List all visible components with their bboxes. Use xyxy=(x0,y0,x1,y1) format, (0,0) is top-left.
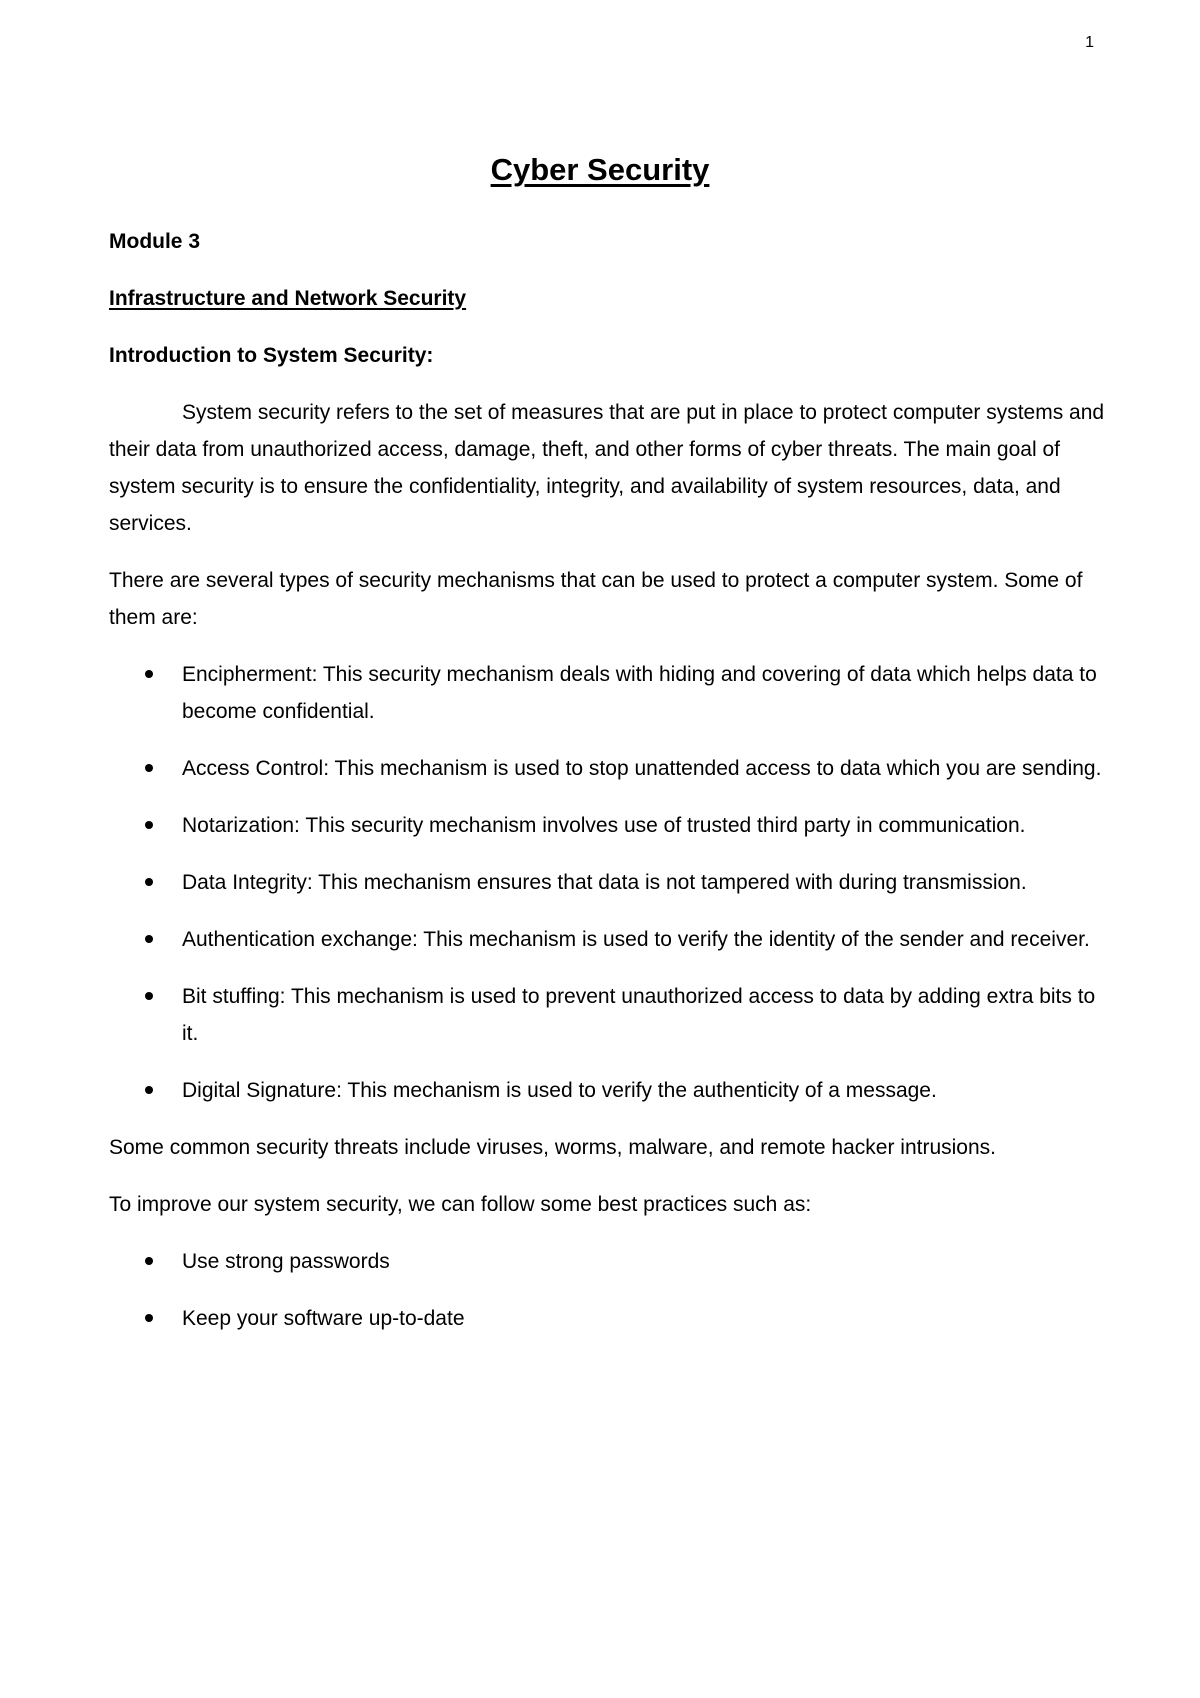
list-item xyxy=(145,921,1107,958)
list-item-text: Digital Signature: This mechanism is used to verify the authenticity of a message. xyxy=(182,1079,937,1102)
section-heading: Infrastructure and Network Security xyxy=(109,287,467,310)
list-item-text: Keep your software up-to-date xyxy=(182,1307,465,1330)
subsection-heading: Introduction to System Security: xyxy=(109,344,434,367)
bullet-icon xyxy=(145,935,153,943)
list-item xyxy=(145,978,1107,1052)
list-item-text: Use strong passwords xyxy=(182,1250,390,1273)
list-item-text: Data Integrity: This mechanism ensures that data is not tampered with during transmission. xyxy=(182,871,1027,894)
list-item xyxy=(145,1072,1107,1109)
list-item-text: Notarization: This security mechanism involves use of trusted third party in communication. xyxy=(182,814,1026,837)
list-item xyxy=(145,1300,1107,1337)
list-item-text: Bit stuffing: This mechanism is used to prevent unauthorized access to data by adding extra bits to it. xyxy=(182,985,1096,1045)
bullet-icon xyxy=(145,670,153,678)
page-number: 1 xyxy=(1085,34,1094,51)
list-item xyxy=(145,864,1107,901)
list-item xyxy=(145,656,1107,730)
intro-paragraph: System security refers to the set of measures that are put in place to protect computer systems and their data from unauthorized access, damage, theft, and other forms of cyber threats. The main goal of system security is to ensure the confidentiality, integrity, and availability of system resources, data, and services. xyxy=(109,401,1105,535)
mechanisms-list xyxy=(109,656,1107,1109)
list-item xyxy=(145,1243,1107,1280)
bullet-icon xyxy=(145,764,153,772)
bullet-icon xyxy=(145,992,153,1000)
bullet-icon xyxy=(145,1086,153,1094)
bullet-icon xyxy=(145,821,153,829)
bullet-icon xyxy=(145,878,153,886)
list-item-text: Access Control: This mechanism is used to stop unattended access to data which you are sending. xyxy=(182,757,1102,780)
list-item-text: Encipherment: This security mechanism deals with hiding and covering of data which helps data to become confidential. xyxy=(182,663,1097,723)
document-title: Cyber Security xyxy=(490,152,710,187)
list-item xyxy=(145,750,1107,787)
practices-list xyxy=(109,1243,1107,1337)
mechanisms-intro-paragraph: There are several types of security mechanisms that can be used to protect a computer system. Some of them are: xyxy=(109,569,1083,629)
threats-paragraph: Some common security threats include viruses, worms, malware, and remote hacker intrusions. xyxy=(109,1136,997,1159)
document-body xyxy=(109,223,1107,1357)
module-label: Module 3 xyxy=(109,230,201,253)
list-item-text: Authentication exchange: This mechanism is used to verify the identity of the sender and receiver. xyxy=(182,928,1090,951)
practices-intro-paragraph: To improve our system security, we can follow some best practices such as: xyxy=(109,1193,812,1216)
bullet-icon xyxy=(145,1314,153,1322)
list-item xyxy=(145,807,1107,844)
bullet-icon xyxy=(145,1257,153,1265)
